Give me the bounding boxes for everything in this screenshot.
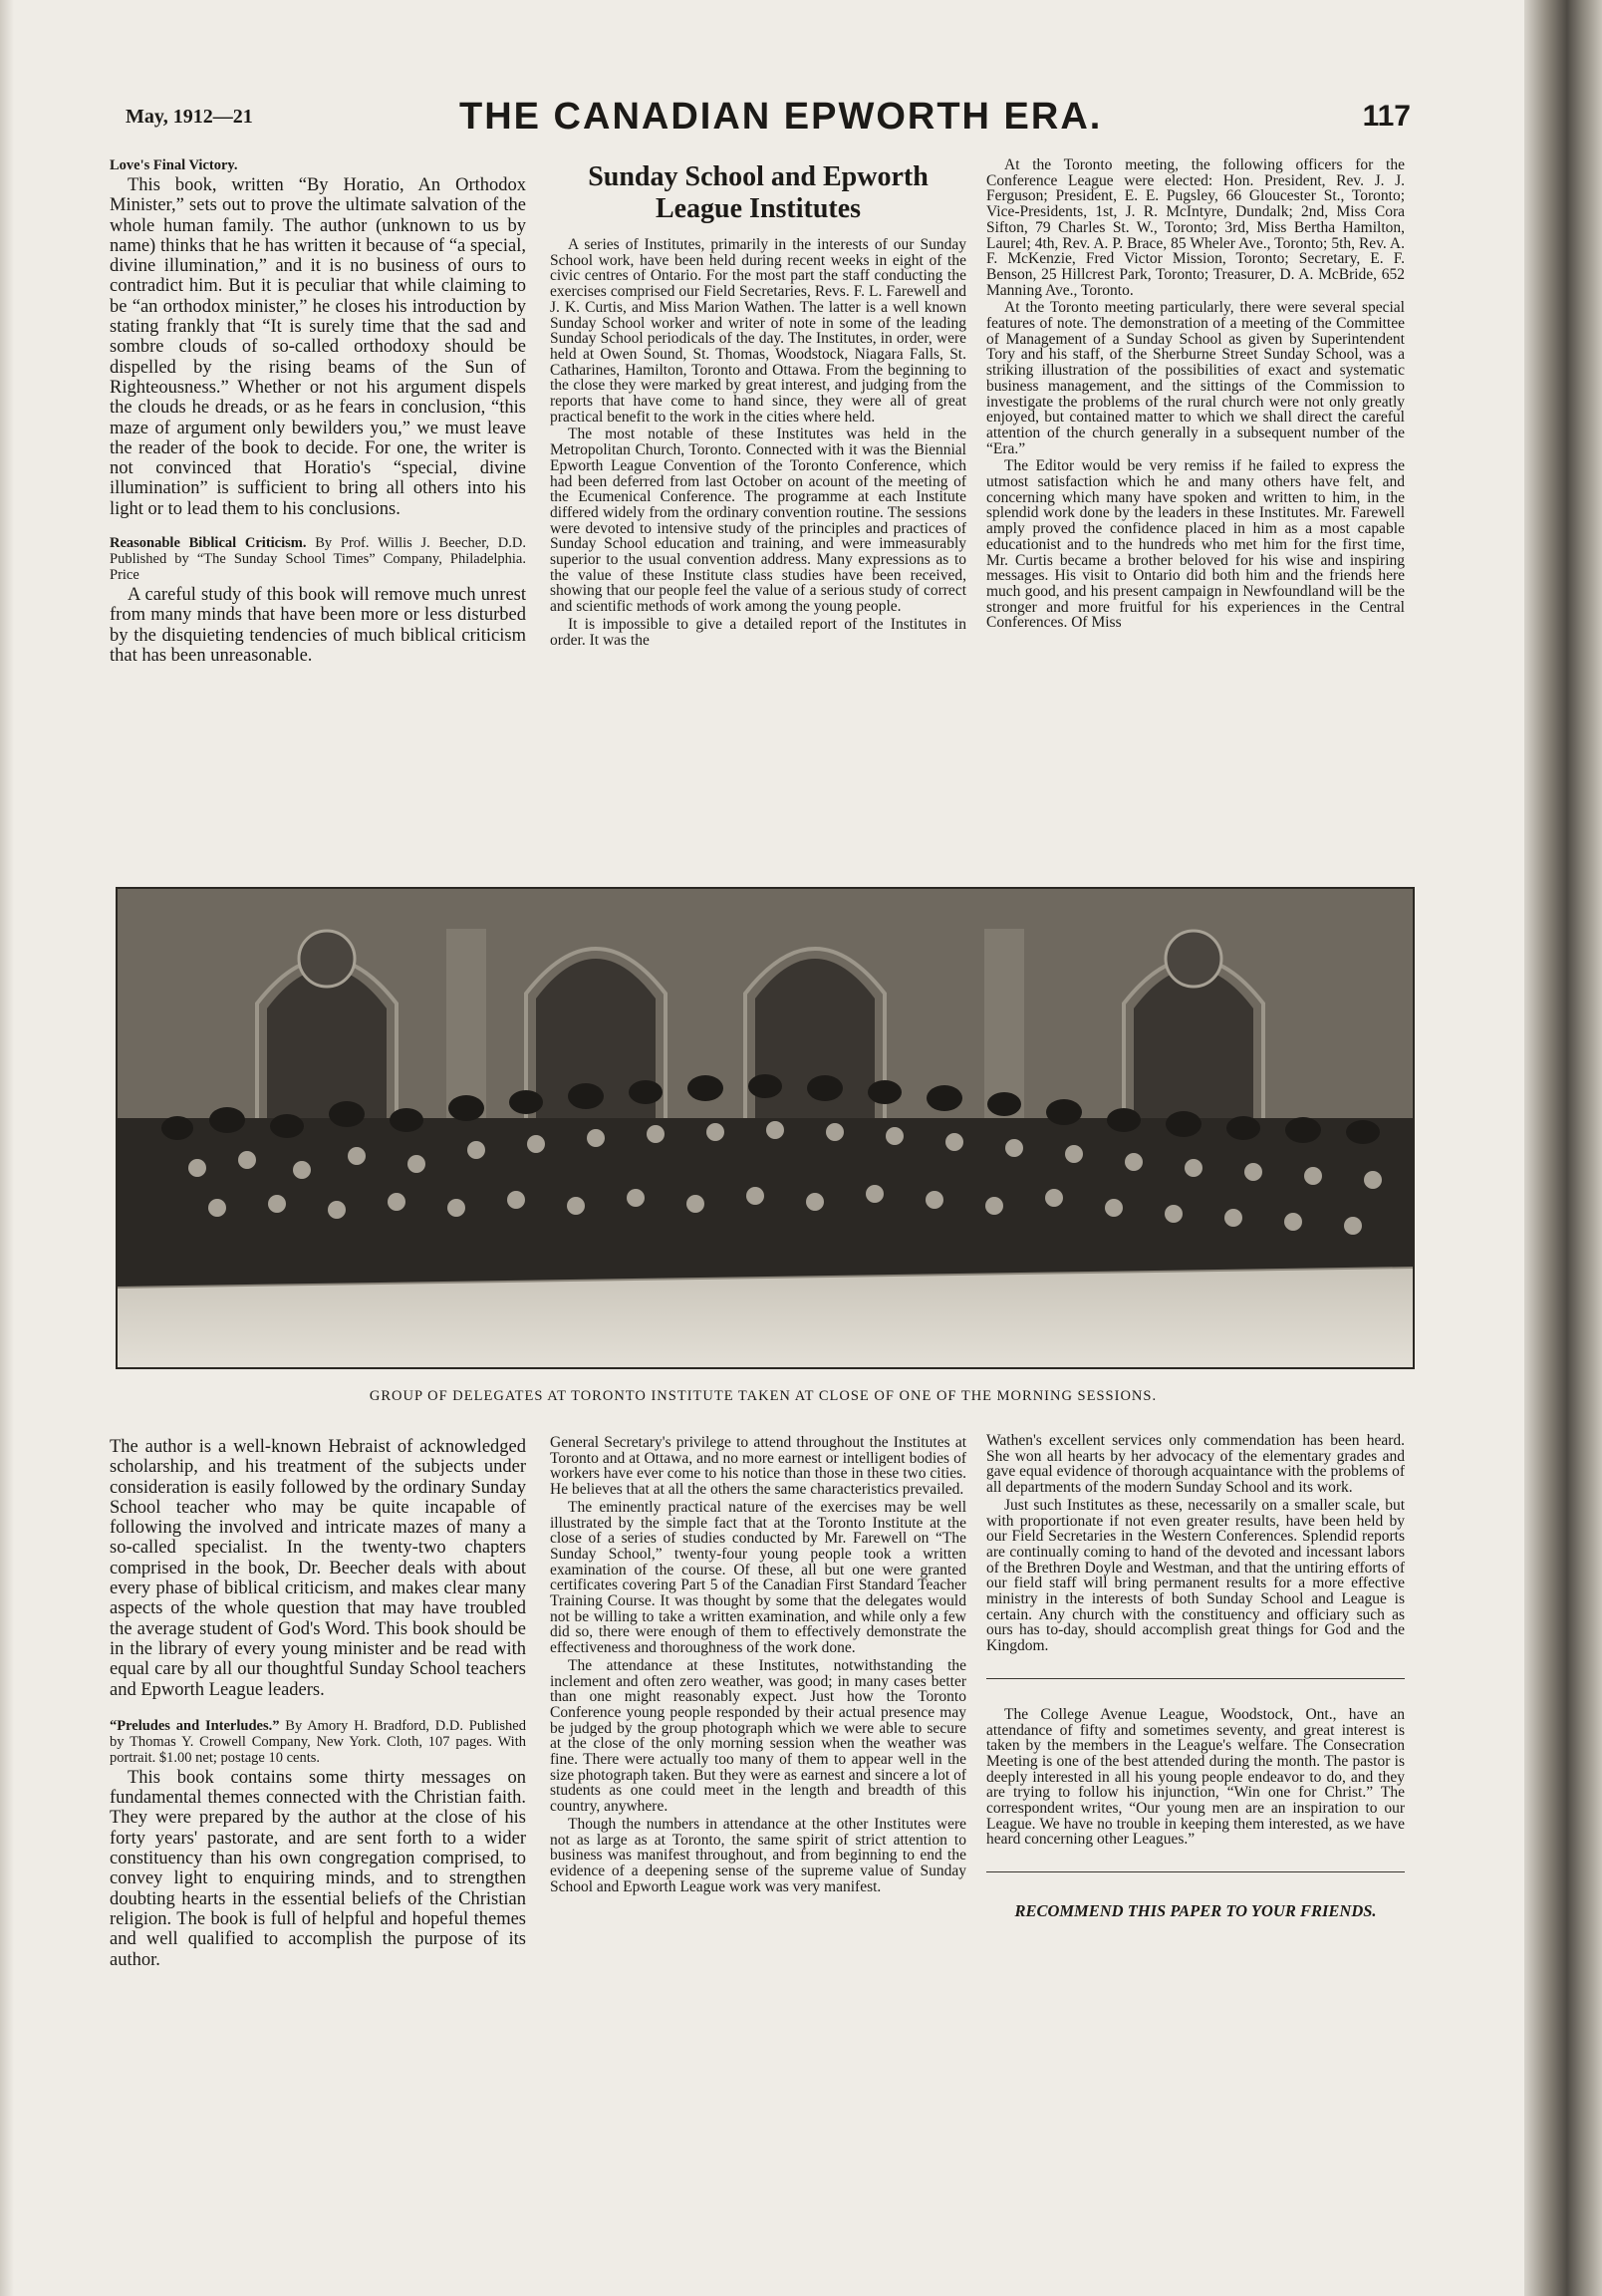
- article-paragraph: At the Toronto meeting, the following officers for the Conference League were elected: Hon. President, Rev. J. J. Ferguson; President, E. E. Pugsley, 66 Gloucester St., Toronto; Vice-Presidents, 1st, J. R. McIntyre, Dundalk; 2nd, Miss Cora Sifton, 79 Charles St. W., Toronto; 3rd, Miss Bertha Hamilton, Laurel; 4th, Rev. A. P. Brace, 85 Wheler Ave., Toronto; 5th, Rev. A. F. McKenzie, Fred Victor Mission, Toronto; Secretary, E. F. Benson, 25 Hillcrest Park, Toronto; Treasurer, D. A. McBride, 652 Manning Ave., Toronto.: [986, 156, 1405, 299]
- article-paragraph: Though the numbers in attendance at the other Institutes were not as large as at Toronto, the same spirit of strict attention to business was manifest throughout, and from beginning to end the evidence of a deepening sense of the supreme value of Sunday School and Epworth League work was very manifest.: [550, 1815, 966, 1895]
- group-photograph: [116, 887, 1415, 1369]
- article-paragraph: A series of Institutes, primarily in the interests of our Sunday School work, have been held during recent weeks in eight of the civic centres of Ontario. For the most part the staff conducting the exercises comprised our Field Secretaries, Revs. F. L. Farewell and J. K. Curtis, and Miss Marion Wathen. The latter is a well known Sunday School worker and writer of note in some of the leading Sunday School periodicals of the day. The Institutes, in order, were held at Owen Sound, St. Thomas, Woodstock, Niagara Falls, St. Catharines, Hamilton, Toronto and Ottawa. From the beginning to the close they were marked by great interest, and judging from the reports that have come to hand since, they were all of great practical benefit to the work in the cities where held.: [550, 236, 966, 426]
- news-item-paragraph: The College Avenue League, Woodstock, Ont., have an attendance of fifty and sometimes seventy, and great interest is taken by the members in the League's welfare. The Consecration Meeting is one of the best attended during the month. The pastor is deeply interested in all his young people endeavor to do, and they are trying to follow his injunction, “Win one for Christ.” The correspondent writes, “Our young men are an inspiration to our League. We have no trouble in keeping them interested, as we have heard concerning other Leagues.”: [986, 1705, 1405, 1849]
- article-paragraph: The most notable of these Institutes was held in the Metropolitan Church, Toronto. Connected with it was the Biennial Epworth League Convention of the Toronto Conference, which had been deferred from last October on acount of the meeting of the Ecumenical Conference. The programme at each Institute differed widely from the ordinary convention routine. The sessions were devoted to intensive study of the principles and practices of Sunday School education and training, and were immeasurably superior to the usual convention address. Many expressions as to the value of these Institute class studies have been received, showing that our people feel the value of a serious study of correct and scientific methods of work among the young people.: [550, 426, 966, 616]
- spacer: [110, 1702, 526, 1718]
- book-review-heading: [110, 1718, 526, 1766]
- column-3-top: [986, 157, 1405, 633]
- book-review-text: A careful study of this book will remove much unrest from many minds that have been more or less disturbed by the disquieting tendencies of much biblical criticism that has been unreasonable.: [110, 585, 526, 666]
- article-paragraph: At the Toronto meeting particularly, there were several special features of note. The demonstration of a meeting of the Committee of Management of a Sunday School as given by Superintendent Tory and his staff, of the Sherburne Street Sunday School, was a striking illustration of the possibilities of exact and systematic business management, and the sittings of the Commission to investigate the problems of the rural church were not only greatly enjoyed, but contained matter to which we shall direct the careful attention of the church generally in a subsequent number of the “Era.”: [986, 299, 1405, 457]
- article-paragraph: The eminently practical nature of the exercises may be well illustrated by the simple fact that at the Toronto Institute at the close of a series of studies conducted by Mr. Farewell on “The Sunday School,” twenty-four young people took a written examination of the course. Of these, all but one were granted certificates covering Part 5 of the Canadian First Standard Teacher Training Course. It was thought by some that the delegates would not be willing to take a written examination, and while only a few did so, there were enough of them to effectively demonstrate the effectiveness and thoroughness of the work done.: [550, 1498, 966, 1657]
- group-photograph-image: [118, 889, 1413, 1367]
- spacer: [110, 521, 526, 535]
- article-paragraph: Wathen's excellent services only commendation has been heard. She won all hearts by her advocacy of the elementary grades and gave equal evidence of thorough acquaintance with the problems of all departments of the modern Sunday School and its work.: [986, 1432, 1405, 1497]
- column-1-bottom: [110, 1437, 526, 1972]
- book-review-text: The author is a well-known Hebraist of acknowledged scholarship, and his treatment of the subjects under consideration is easily followed by the ordinary Sunday School teacher who may be quite incapable of following the involved and intricate mazes of many a so-called specialist. In the twenty-two chapters comprised in the book, Dr. Beecher deals with about every phase of biblical criticism, and makes clear many aspects of the whole question that may have troubled the average student of God's Word. This book should be in the library of every young minister and be read with equal care by all our thoughtful Sunday School teachers and Epworth League leaders.: [110, 1437, 526, 1700]
- column-1-top: [110, 157, 526, 668]
- column-2-top: [550, 157, 966, 650]
- article-paragraph: It is impossible to give a detailed report of the Institutes in order. It was the: [550, 615, 966, 649]
- page-edge: [0, 0, 14, 2296]
- page-number: 117: [1362, 100, 1411, 133]
- article-paragraph: Just such Institutes as these, necessarily on a smaller scale, but with proportionate if not even greater results, have been held by our Field Secretaries in the Western Conferences. Splendid reports are continually coming to hand of the devoted and incessant labors of the Brethren Doyle and Westman, and that the untiring efforts of our field staff will bring permanent results for a more effective ministry in the interests of both Sunday School and League is certain. Any church with the constituency and officiary such as ours has to-day, should accomplish great things for God and the Kingdom.: [986, 1496, 1405, 1655]
- photo-caption: GROUP OF DELEGATES AT TORONTO INSTITUTE TAKEN AT CLOSE OF ONE OF THE MORNING SESSIONS.: [369, 1388, 1158, 1404]
- magazine-title: THE CANADIAN EPWORTH ERA.: [459, 96, 1103, 138]
- book-publication-info: By Amory H. Bradford, D.D. Published by Thomas Y. Crowell Company, New York. Cloth, 107 pages. With portrait. $1.00 net; postage 10 cents.: [110, 1717, 526, 1766]
- column-2-bottom: [550, 1435, 966, 1896]
- column-3-bottom: [986, 1433, 1405, 1922]
- book-publication-info: By Prof. Willis J. Beecher, D.D. Published by “The Sunday School Times” Company, Philadelphia. Price: [110, 535, 526, 584]
- article-heading: Sunday School and Epworth League Institutes: [588, 161, 929, 224]
- book-review-title: Reasonable Biblical Criticism.: [110, 535, 307, 552]
- book-review-title: Love's Final Victory.: [110, 157, 238, 173]
- section-divider: [986, 1871, 1405, 1872]
- recommend-notice: RECOMMEND THIS PAPER TO YOUR FRIENDS.: [1014, 1901, 1377, 1921]
- book-review-text: This book, written “By Horatio, An Orthodox Minister,” sets out to prove the ultimate salvation of the whole human family. The author (unknown to us by name) thinks that he has written it because of “a special, divine illumination,” and it is no business of ours to contradict him. But it is peculiar that while claiming to be “an orthodox minister,” he closes his introduction by stating frankly that “It is surely time that the sad and sombre clouds of so-called orthodoxy should be dispelled by the rising beams of the Sun of Righteousness.” Whether or not his argument dispels the clouds he dreads, or as he fears in conclusion, “this maze of argument only bewilders you,” we must leave the reader of the book to decide. For one, the writer is not convinced that Horatio's “special, divine illumination” is sufficient to bring all others into his light or to lead them to his conclusions.: [110, 175, 526, 519]
- page-header: [126, 96, 1411, 140]
- article-paragraph: General Secretary's privilege to attend throughout the Institutes at Toronto and at Ottawa, and no more earnest or intelligent bodies of workers have ever come to his notice than those in these two cities. He believes that at all the others the same characteristics prevailed.: [550, 1434, 966, 1499]
- book-review-text: This book contains some thirty messages on fundamental themes connected with the Christian faith. They were prepared by the author at the close of his forty years' pastorate, and are sent forth to a wider constituency than his own congregation comprised, to convey light to enquiring minds, and to strengthen doubting hearts in the essential beliefs of the Christian religion. The book is full of helpful and hopeful themes and well qualified to accomplish the purpose of its author.: [110, 1767, 526, 1970]
- issue-date: May, 1912—21: [126, 106, 253, 128]
- book-review-heading: [110, 535, 526, 583]
- book-review-title: “Preludes and Interludes.”: [110, 1717, 280, 1734]
- article-paragraph: The Editor would be very remiss if he failed to express the utmost satisfaction which he and many others have felt, and concerning which many have spoken and written to him, in the splendid work done by the leaders in these Institutes. Mr. Farewell amply proved the confidence placed in him as a most capable educationist and to the hundreds who met him for the first time, Mr. Curtis became a brother beloved for his wise and inspiring messages. His visit to Ontario did both him and the friends here much good, and his present campaign in Newfoundland will be the stronger and more fruitful for his experiences in the Central Conferences. Of Miss: [986, 457, 1405, 632]
- article-paragraph: The attendance at these Institutes, notwithstanding the inclement and often zero weather, was good; in many cases better than one might reasonably expect. Just how the Toronto Conference young people responded by their actual presence may be judged by the group photograph which we were able to secure at the close of the only morning session when the weather was fine. There were actually too many of them to appear well in the size photograph taken. But they were as earnest and sincere a lot of students as one could meet in the length and breadth of this country, anywhere.: [550, 1656, 966, 1816]
- book-binding-edge: [1524, 0, 1602, 2296]
- section-divider: [986, 1678, 1405, 1679]
